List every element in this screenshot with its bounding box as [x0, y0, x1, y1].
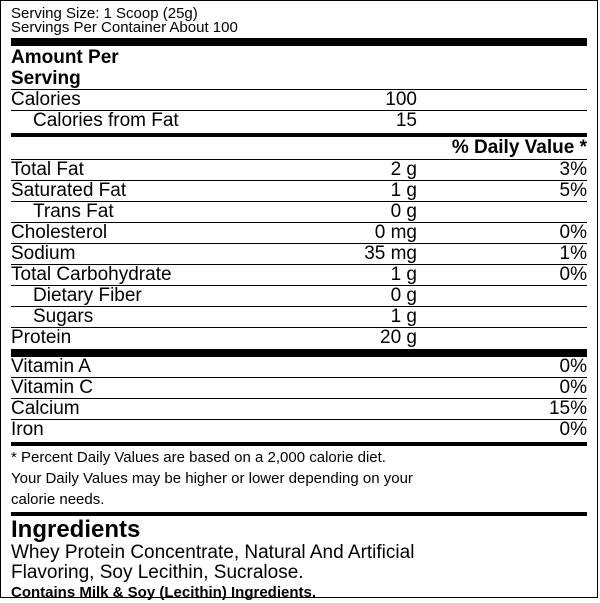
vitamin-name: Iron: [11, 419, 44, 440]
nutrient-daily-value: 3%: [559, 159, 587, 180]
vitamin-name: Vitamin A: [11, 356, 91, 377]
amount-per-serving-heading: [11, 47, 587, 89]
nutrient-row: [11, 160, 587, 180]
daily-value-heading: % Daily Value *: [451, 137, 587, 158]
footnote-line3: calorie needs.: [11, 491, 105, 508]
thick-divider: [11, 349, 587, 357]
thick-divider: [11, 38, 587, 46]
nutrient-amount: 1 g: [390, 180, 417, 201]
vitamin-row: [11, 420, 587, 440]
label-content: [11, 7, 587, 603]
vitamin-row: [11, 378, 587, 398]
serving-size: Serving Size: 1 Scoop (25g): [11, 5, 198, 22]
ingredients-text: [11, 543, 587, 583]
nutrient-daily-value: 0%: [559, 222, 587, 243]
nutrient-name: Total Carbohydrate: [11, 264, 172, 285]
nutrient-daily-value: 5%: [559, 180, 587, 201]
calories-label: Calories: [11, 89, 81, 110]
nutrient-amount: 1 g: [390, 306, 417, 327]
nutrient-row: [11, 181, 587, 201]
allergen-statement: Contains Milk & Soy (Lecithin) Ingredients.: [11, 584, 317, 601]
vitamin-row: [11, 399, 587, 419]
ingredients-line2: Flavoring, Soy Lecithin, Sucralose.: [11, 562, 304, 583]
footnote-line1: * Percent Daily Values are based on a 2,000 calorie diet.: [11, 449, 386, 466]
servings-per-container: Servings Per Container About 100: [11, 19, 238, 36]
calories-row: [11, 90, 587, 110]
footnote-line2: Your Daily Values may be higher or lower depending on your: [11, 470, 413, 487]
nutrient-row: [11, 307, 587, 327]
vitamin-name: Calcium: [11, 398, 80, 419]
daily-value-footnote: [11, 446, 587, 510]
nutrient-daily-value: 1%: [559, 243, 587, 264]
vitamin-daily-value: 0%: [559, 377, 587, 398]
nutrient-row: [11, 223, 587, 243]
calories-from-fat-label: Calories from Fat: [33, 110, 179, 131]
nutrient-row: [11, 286, 587, 306]
vitamin-name: Vitamin C: [11, 377, 94, 398]
nutrient-amount: 2 g: [390, 159, 417, 180]
vitamin-daily-value: 15%: [548, 398, 587, 419]
nutrient-name: Sugars: [33, 306, 94, 327]
calories-from-fat-value: 15: [395, 110, 417, 131]
nutrient-amount: 0 g: [390, 285, 417, 306]
amount-heading-line1: Amount Per: [11, 47, 119, 68]
ingredients-heading: Ingredients: [11, 516, 141, 543]
nutrient-name: Cholesterol: [11, 222, 108, 243]
daily-value-header: [11, 137, 587, 159]
nutrient-amount: 20 g: [380, 327, 417, 348]
nutrient-name: Protein: [11, 327, 72, 348]
vitamin-daily-value: 0%: [559, 419, 587, 440]
nutrient-amount: 1 g: [390, 264, 417, 285]
nutrient-daily-value: 0%: [559, 264, 587, 285]
nutrient-row: [11, 202, 587, 222]
nutrient-amount: 0 mg: [374, 222, 417, 243]
ingredients-line1: Whey Protein Concentrate, Natural And Artificial: [11, 542, 415, 563]
nutrient-name: Sodium: [11, 243, 76, 264]
vitamin-row: [11, 357, 587, 377]
nutrient-name: Saturated Fat: [11, 180, 127, 201]
nutrient-amount: 0 g: [390, 201, 417, 222]
nutrient-row: [11, 265, 587, 285]
amount-heading-line2: Serving: [11, 68, 81, 89]
nutrient-name: Total Fat: [11, 159, 84, 180]
calories-from-fat-row: [11, 111, 587, 131]
calories-value: 100: [385, 89, 417, 110]
nutrient-name: Trans Fat: [33, 201, 114, 222]
nutrient-row: [11, 328, 587, 348]
nutrient-row: [11, 244, 587, 264]
nutrient-name: Dietary Fiber: [33, 285, 142, 306]
vitamin-daily-value: 0%: [559, 356, 587, 377]
nutrient-amount: 35 mg: [364, 243, 417, 264]
